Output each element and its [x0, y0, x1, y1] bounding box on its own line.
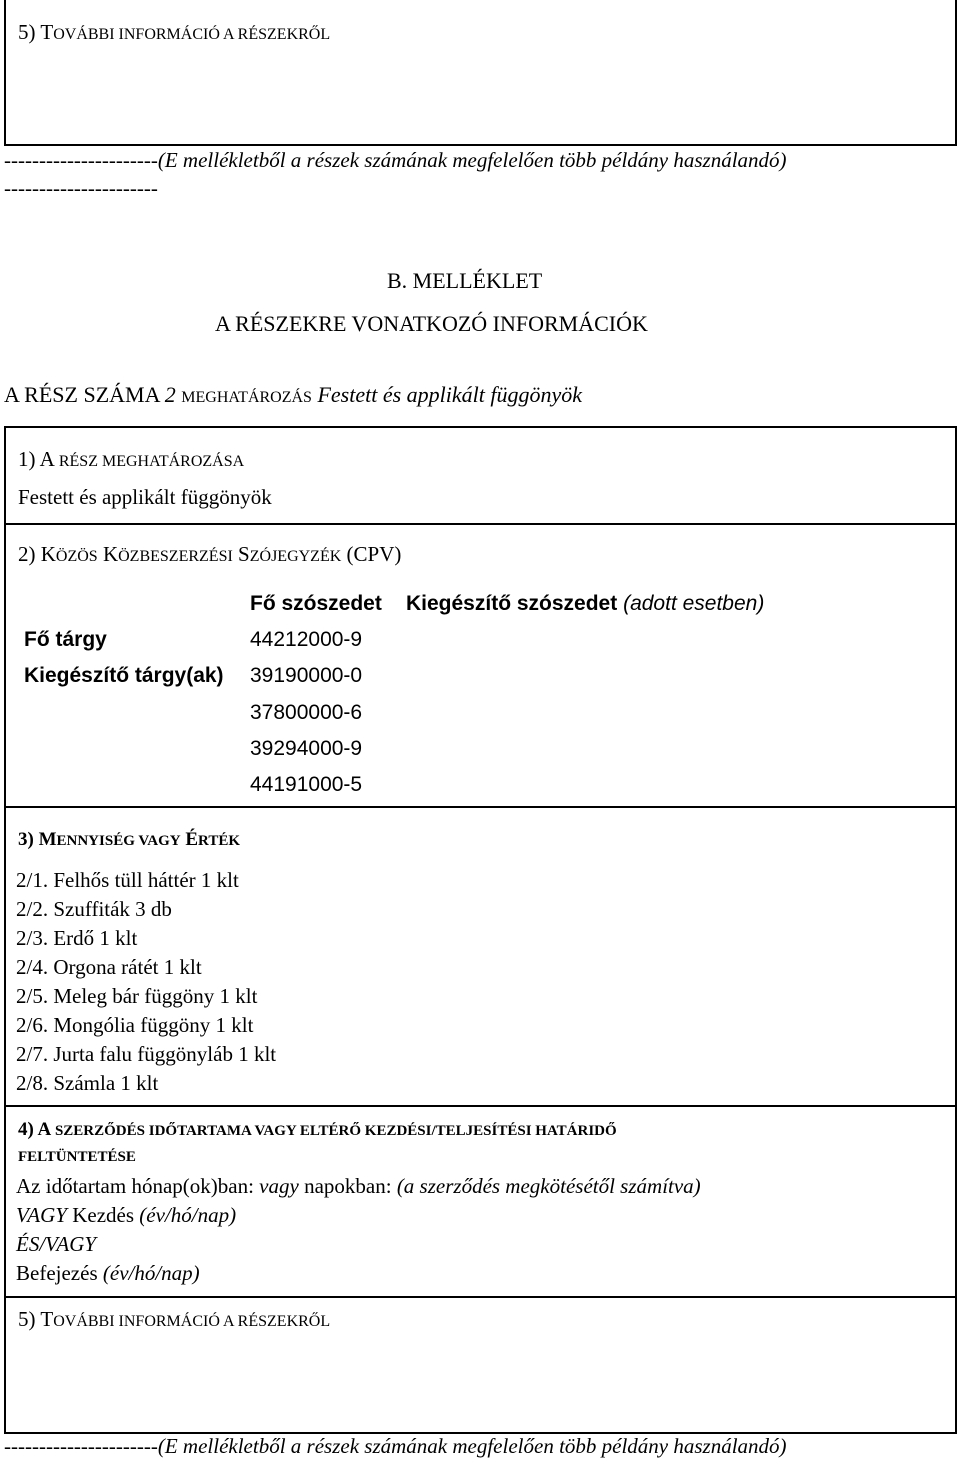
section1-value: Festett és applikált függönyök [18, 485, 272, 509]
section5-heading: 5) TOVÁBBI INFORMÁCIÓ A RÉSZEKRŐL [18, 1307, 331, 1331]
quantity-item: 2/6. Mongólia függöny 1 klt [16, 1013, 254, 1037]
col-header-supp: Kiegészítő szószedet (adott esetben) [406, 592, 765, 615]
supp-cpv-code: 39190000-0 [250, 664, 363, 687]
quantity-item: 2/8. Számla 1 klt [16, 1071, 159, 1095]
divider-2-3 [4, 806, 957, 808]
part-line: A RÉSZ SZÁMA 2 MEGHATÁROZÁS Festett és applikált függönyök [4, 382, 583, 407]
top-info-heading: 5) TOVÁBBI INFORMÁCIÓ A RÉSZEKRŐL [18, 20, 331, 44]
dashes: ---------------------- [4, 148, 158, 172]
annex-subtitle: A RÉSZEKRE VONATKOZÓ INFORMÁCIÓK [215, 311, 648, 336]
duration-line: Az időtartam hónap(ok)ban: vagy napokban: (a szerződés megkötésétől számítva) [16, 1174, 701, 1198]
part-number: 2 [164, 382, 176, 407]
supp-cpv-code: 37800000-6 [250, 701, 363, 724]
divider-3-4 [4, 1105, 957, 1107]
and-or-line: ÉS/VAGY [16, 1232, 97, 1256]
supp-cpv-code: 44191000-5 [250, 773, 363, 796]
section3-heading: 3) MENNYISÉG VAGY ÉRTÉK [18, 829, 241, 850]
quantity-item: 2/5. Meleg bár függöny 1 klt [16, 984, 258, 1008]
section2-heading: 2) KÖZÖS KÖZBESZERZÉSI SZÓJEGYZÉK (CPV) [18, 542, 402, 566]
supp-cpv-code: 39294000-9 [250, 737, 363, 760]
quantity-item: 2/4. Orgona rátét 1 klt [16, 955, 202, 979]
main-cpv-code: 44212000-9 [250, 628, 363, 651]
part-title: Festett és applikált függönyök [317, 382, 583, 407]
quantity-item: 2/7. Jurta falu függönyláb 1 klt [16, 1042, 277, 1066]
col-header-main: Fő szószedet [250, 592, 382, 615]
start-date-line: VAGY Kezdés (év/hó/nap) [16, 1203, 237, 1227]
quantity-item: 2/2. Szuffiták 3 db [16, 897, 172, 921]
copy-note-separator [4, 148, 787, 173]
annex-title: B. MELLÉKLET [387, 268, 543, 293]
row-label-main: Fő tárgy [24, 628, 107, 651]
dashes-continued: ---------------------- [4, 176, 158, 200]
copy-note: (E mellékletből a részek számának megfelelően több példány használandó) [157, 148, 787, 172]
section4-heading: 4) A SZERZŐDÉS IDŐTARTAMA VAGY ELTÉRŐ KEZDÉSI/TELJESÍTÉSI HATÁRIDŐ [18, 1119, 617, 1140]
end-date-line: Befejezés (év/hó/nap) [16, 1261, 200, 1285]
row-label-supp: Kiegészítő tárgy(ak) [24, 664, 224, 687]
copy-note-separator-bottom: ----------------------(E mellékletből a részek számának megfelelően több példány használandó) [4, 1434, 787, 1458]
quantity-item: 2/3. Erdő 1 klt [16, 926, 138, 950]
section4-heading-cont: FELTÜNTETÉSE [18, 1149, 136, 1165]
quantity-item: 2/1. Felhős tüll háttér 1 klt [16, 868, 239, 892]
section1-heading: 1) A RÉSZ MEGHATÁROZÁSA [18, 447, 245, 471]
divider-1-2 [4, 523, 957, 525]
